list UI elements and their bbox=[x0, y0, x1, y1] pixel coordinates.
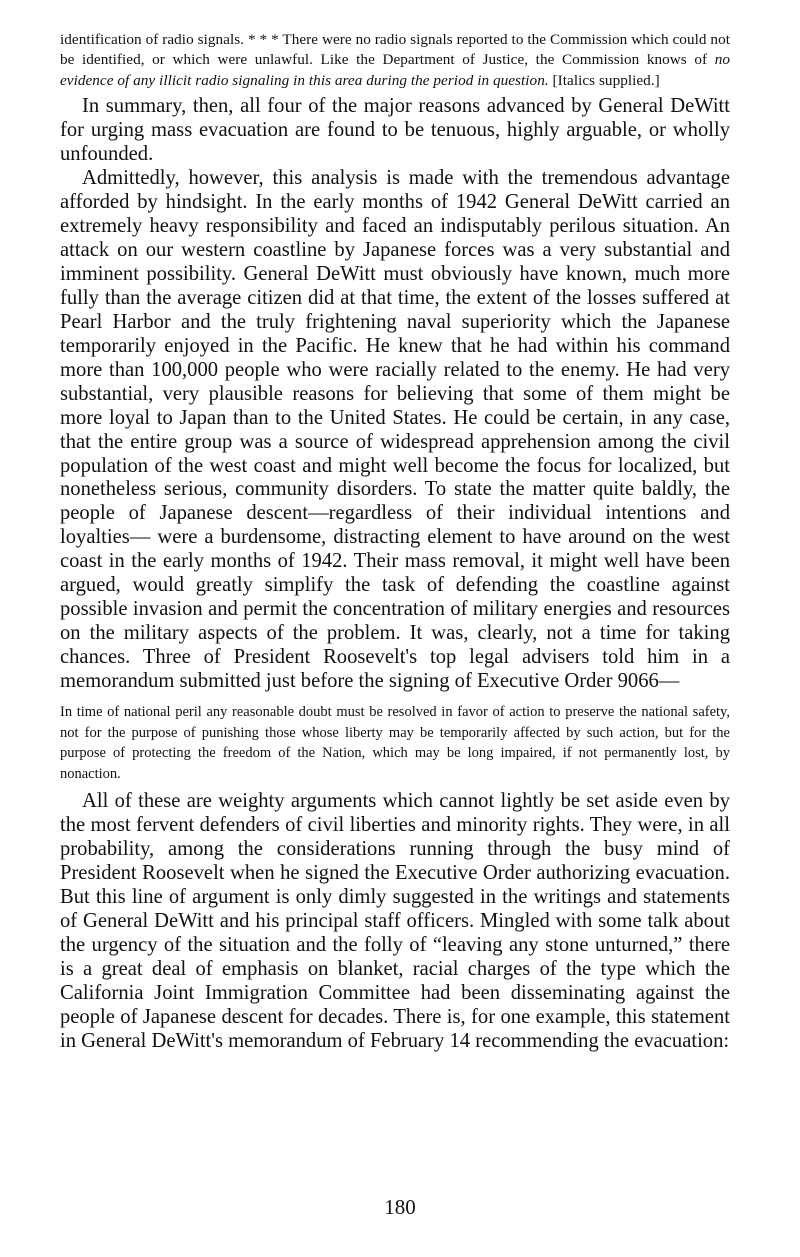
paragraph-summary: In summary, then, all four of the major reasons advanced by General DeWitt for urging mass evacuation are found to be tenuous, highly arguable, or wholly unfounded. bbox=[60, 95, 730, 166]
top-quotation-lead: identification of radio signals. * * * There were no radio signals reported to the Commission which could not be identified, or which were unlawful. Like the Department of Justice, the Commission knows of bbox=[60, 31, 730, 69]
paragraph-hindsight: Admittedly, however, this analysis is made with the tremendous advantage afforded by hindsight. In the early months of 1942 General DeWitt carried an extremely heavy responsibility and faced an indisputably perilous situation. An attack on our western coastline by Japanese forces was a very substantial and imminent possibility. General DeWitt must obviously have known, much more fully than the average citizen did at that time, the extent of the losses suffered at Pearl Harbor and the truly frightening naval superiority which the Japanese temporarily enjoyed in the Pacific. He knew that he had within his command more than 100,000 people who were racially related to the enemy. He had very substantial, very plausible reasons for believing that some of them might be more loyal to Japan than to the United States. He could be certain, in any case, that the entire group was a source of widespread apprehension among the civil population of the west coast and might well become the focus for localized, but nonetheless serious, community disorders. To state the matter quite baldly, the people of Japanese descent—regardless of their individual intentions and loyalties— were a burdensome, distracting element to have around on the west coast in the early months of 1942. Their mass removal, it might well have been argued, would greatly simplify the task of defending the coastline against possible invasion and permit the concentration of military energies and resources on the military aspects of the problem. It was, clearly, not a time for taking chances. Three of President Roosevelt's top legal advisers told him in a memorandum submitted just before the signing of Executive Order 9066— bbox=[60, 167, 730, 693]
top-quotation-tail: [Italics supplied.] bbox=[548, 71, 660, 89]
page-content bbox=[60, 30, 730, 1054]
top-quotation-italic: no evidence of any illicit radio signaling in this area during the period in question. bbox=[60, 51, 730, 89]
block-quotation: In time of national peril any reasonable doubt must be resolved in favor of action to preserve the national safety, not for the purpose of punishing those whose liberty may be temporarily affected by such action, but for the purpose of protecting the freedom of the Nation, which may be long impaired, if not permanently lost, by nonaction. bbox=[60, 704, 730, 782]
top-quotation bbox=[60, 30, 730, 91]
page-number: 180 bbox=[384, 1195, 416, 1219]
paragraph-arguments: All of these are weighty arguments which cannot lightly be set aside even by the most fervent defenders of civil liberties and minority rights. They were, in all probability, among the considerations running through the busy mind of President Roosevelt when he signed the Executive Order authorizing evacuation. But this line of argument is only dimly suggested in the writings and statements of General DeWitt and his principal staff officers. Mingled with some talk about the urgency of the situation and the folly of “leaving any stone unturned,” there is a great deal of emphasis on blanket, racial charges of the type which the California Joint Immigration Committee had been disseminating against the people of Japanese descent for decades. There is, for one example, this statement in General DeWitt's memorandum of February 14 recommending the evacuation: bbox=[60, 790, 730, 1052]
